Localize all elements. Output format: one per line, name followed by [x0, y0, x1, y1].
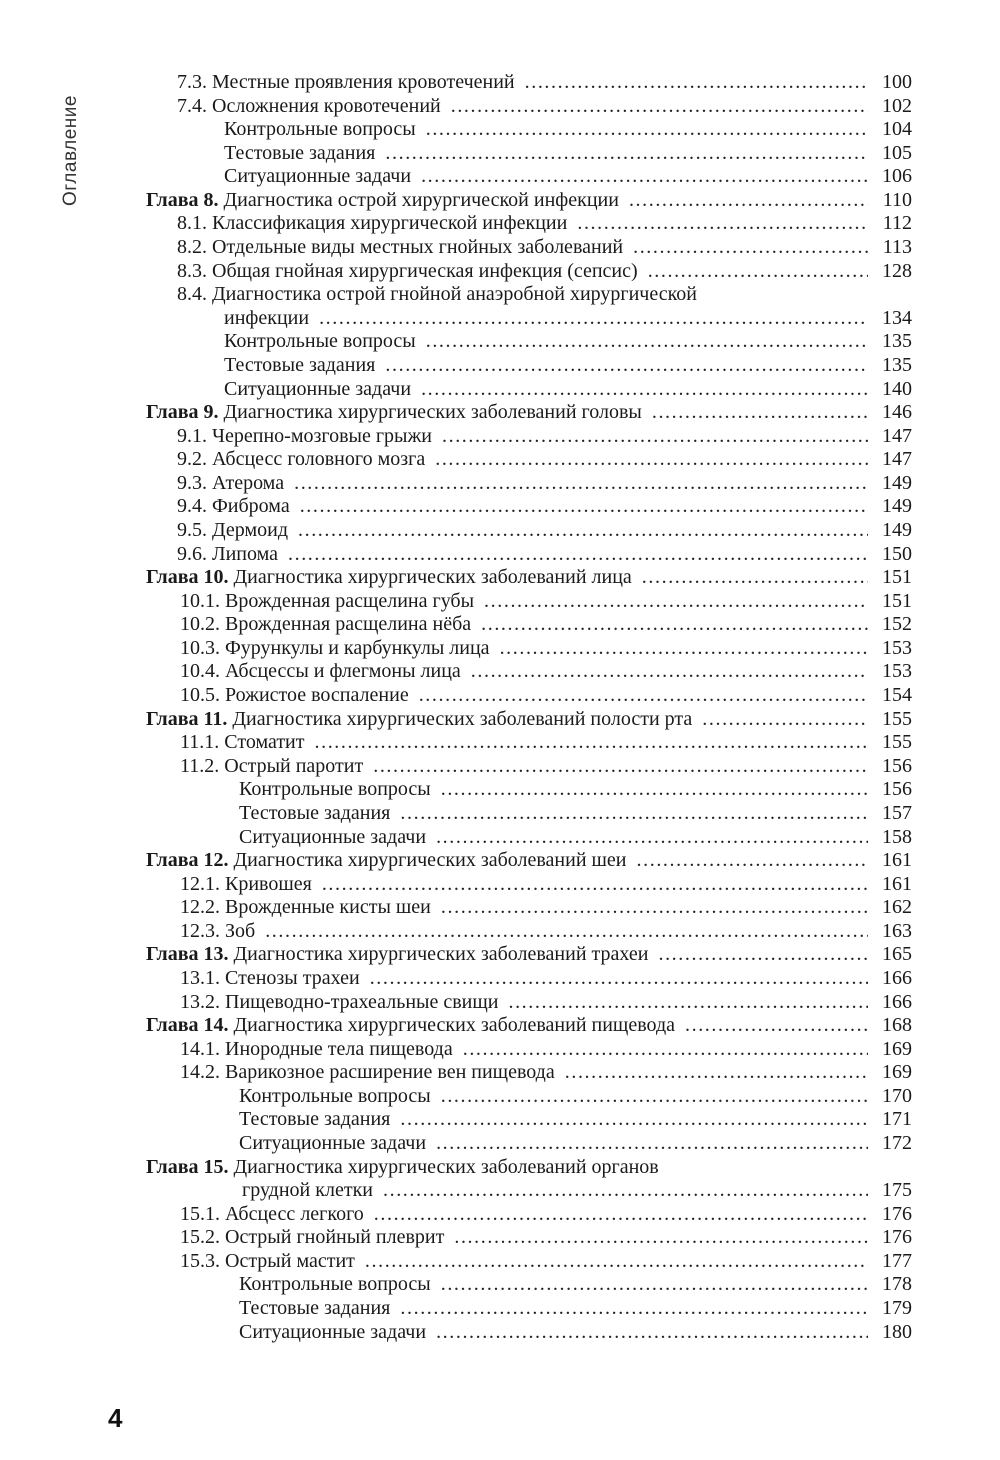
toc-entry-title: Контрольные вопросы	[239, 778, 431, 801]
toc-page-number: 176	[882, 1202, 912, 1225]
toc-entry-title: 13.1. Стенозы трахеи	[180, 966, 360, 989]
toc-page-number: 149	[882, 471, 912, 494]
toc-page-number: 112	[882, 212, 912, 235]
dot-leader	[454, 1226, 868, 1250]
toc-entry[interactable]	[146, 1273, 912, 1297]
toc-entry-title: Тестовые задания	[239, 801, 391, 824]
toc-entry[interactable]	[146, 165, 912, 189]
toc-entry[interactable]	[146, 802, 912, 826]
dot-leader	[658, 943, 868, 967]
dot-leader	[400, 1108, 868, 1132]
dot-leader	[426, 330, 868, 354]
dot-leader	[441, 778, 868, 802]
toc-page-number: 151	[882, 566, 912, 589]
dot-leader	[484, 590, 868, 614]
table-of-contents	[146, 71, 912, 1344]
toc-entry-title: Тестовые задания	[224, 353, 376, 376]
toc-chapter-title: Глава 12. Диагностика хирургических заболеваний шеи	[146, 849, 627, 872]
toc-entry-title: 10.1. Врожденная расщелина губы	[180, 589, 475, 612]
toc-entry[interactable]	[146, 778, 912, 802]
toc-entry-continuation[interactable]	[146, 307, 912, 331]
dot-leader	[471, 660, 868, 684]
toc-page-number: 169	[882, 1061, 912, 1084]
toc-entry[interactable]	[146, 448, 912, 472]
toc-entry[interactable]	[146, 1297, 912, 1321]
toc-page-number: 147	[882, 424, 912, 447]
dot-leader	[441, 896, 868, 920]
dot-leader	[374, 1203, 868, 1227]
toc-chapter[interactable]	[146, 943, 912, 967]
dot-leader	[481, 613, 868, 637]
running-head-text: Оглавление	[60, 95, 81, 206]
toc-page-number: 113	[882, 236, 912, 259]
toc-entry-title: 10.5. Рожистое воспаление	[180, 684, 409, 707]
toc-chapter[interactable]	[146, 849, 912, 873]
toc-entry[interactable]	[146, 95, 912, 119]
dot-leader	[702, 708, 868, 732]
toc-entry-title: 8.4. Диагностика острой гнойной анаэробной хирургической	[177, 283, 697, 306]
toc-entry[interactable]	[146, 684, 912, 708]
dot-leader	[685, 1014, 868, 1038]
toc-page-number: 171	[882, 1108, 912, 1131]
toc-chapter[interactable]	[146, 708, 912, 732]
toc-entry[interactable]	[146, 826, 912, 850]
toc-page-number: 161	[882, 872, 912, 895]
toc-page-number: 179	[882, 1297, 912, 1320]
toc-entry-title: 7.4. Осложнения кровотечений	[177, 94, 441, 117]
toc-page-number: 154	[882, 684, 912, 707]
dot-leader	[500, 637, 868, 661]
toc-page-number: 128	[882, 259, 912, 282]
toc-entry-title: 14.1. Инородные тела пищевода	[180, 1037, 453, 1060]
dot-leader	[652, 401, 868, 425]
toc-page-number: 135	[882, 353, 912, 376]
toc-entry[interactable]	[146, 330, 912, 354]
toc-entry[interactable]	[146, 1132, 912, 1156]
toc-chapter-title: Глава 9. Диагностика хирургических заболеваний головы	[146, 401, 642, 424]
dot-leader	[463, 1038, 868, 1062]
toc-chapter-continuation[interactable]	[146, 1179, 912, 1203]
toc-entry[interactable]	[146, 1203, 912, 1227]
dot-leader	[508, 991, 868, 1015]
toc-page-number: 149	[882, 518, 912, 541]
toc-entry-title: Ситуационные задачи	[224, 165, 412, 188]
toc-entry[interactable]	[146, 118, 912, 142]
dot-leader	[315, 731, 869, 755]
dot-leader	[648, 260, 868, 284]
toc-entry[interactable]	[146, 1321, 912, 1345]
dot-leader	[436, 1132, 868, 1156]
toc-entry[interactable]	[146, 873, 912, 897]
toc-entry-title: 9.3. Атерома	[177, 471, 285, 494]
toc-entry-title: 9.1. Черепно-мозговые грыжи	[177, 424, 432, 447]
dot-leader	[637, 849, 868, 873]
toc-page-number: 175	[882, 1179, 912, 1202]
dot-leader	[565, 1061, 868, 1085]
dot-leader	[436, 826, 868, 850]
toc-entry-title: 12.1. Кривошея	[180, 872, 312, 895]
toc-entry-title: 13.2. Пищеводно-трахеальные свищи	[180, 990, 499, 1013]
toc-entry[interactable]	[146, 495, 912, 519]
running-head	[58, 72, 94, 212]
toc-entry[interactable]	[146, 920, 912, 944]
toc-page-number: 163	[882, 919, 912, 942]
toc-chapter-title: Глава 8. Диагностика острой хирургической инфекции	[146, 188, 619, 211]
toc-chapter[interactable]	[146, 1014, 912, 1038]
toc-entry-title: Ситуационные задачи	[224, 377, 412, 400]
toc-entry-title: Контрольные вопросы	[224, 330, 416, 353]
toc-entry-title: 15.2. Острый гнойный плеврит	[180, 1226, 445, 1249]
toc-page-number: 156	[882, 754, 912, 777]
toc-entry-title: 14.2. Варикозное расширение вен пищевода	[180, 1061, 555, 1084]
toc-page-number: 180	[882, 1320, 912, 1343]
toc-page-number: 106	[882, 165, 912, 188]
toc-entry[interactable]	[146, 755, 912, 779]
dot-leader	[288, 543, 868, 567]
toc-entry-title: Тестовые задания	[224, 141, 376, 164]
toc-entry[interactable]	[146, 896, 912, 920]
dot-leader	[442, 425, 868, 449]
toc-page-number: 146	[882, 401, 912, 424]
dot-leader	[426, 118, 868, 142]
toc-entry-title: 9.6. Липома	[177, 542, 278, 565]
toc-entry-title: 10.3. Фурункулы и карбункулы лица	[180, 636, 490, 659]
toc-chapter-title: Глава 14. Диагностика хирургических заболеваний пищевода	[146, 1014, 675, 1037]
toc-entry-title: 11.2. Острый паротит	[180, 754, 364, 777]
dot-leader	[319, 307, 868, 331]
toc-page-number: 102	[882, 94, 912, 117]
toc-entry[interactable]	[146, 1085, 912, 1109]
toc-page-number: 165	[882, 943, 912, 966]
dot-leader	[373, 755, 868, 779]
page-number: 4	[108, 1403, 123, 1433]
toc-page-number: 110	[882, 188, 912, 211]
toc-entry[interactable]	[146, 590, 912, 614]
dot-leader	[400, 1297, 868, 1321]
toc-page-number: 151	[882, 589, 912, 612]
toc-entry-title: 8.3. Общая гнойная хирургическая инфекция (сепсис)	[177, 259, 638, 282]
toc-entry-heading-line[interactable]	[146, 283, 912, 307]
toc-entry-title: Контрольные вопросы	[239, 1084, 431, 1107]
toc-chapter[interactable]	[146, 189, 912, 213]
toc-page-number: 157	[882, 801, 912, 824]
toc-entry-title: инфекции	[224, 306, 310, 329]
dot-leader	[436, 1321, 868, 1345]
toc-entry[interactable]	[146, 71, 912, 95]
toc-entry-title: Тестовые задания	[239, 1108, 391, 1131]
toc-chapter[interactable]	[146, 401, 912, 425]
dot-leader	[435, 448, 868, 472]
toc-entry-title: 12.2. Врожденные кисты шеи	[180, 896, 431, 919]
dot-leader	[385, 142, 868, 166]
toc-page-number: 135	[882, 330, 912, 353]
dot-leader	[451, 95, 868, 119]
dot-leader	[421, 378, 868, 402]
toc-entry-title: 9.2. Абсцесс головного мозга	[177, 448, 426, 471]
toc-entry-title: 11.1. Стоматит	[180, 731, 305, 754]
toc-page-number: 150	[882, 542, 912, 565]
toc-entry[interactable]	[146, 378, 912, 402]
toc-page-number: 153	[882, 636, 912, 659]
toc-entry-title: 8.2. Отдельные виды местных гнойных заболеваний	[177, 236, 624, 259]
toc-page-number: 170	[882, 1084, 912, 1107]
toc-page-number: 156	[882, 778, 912, 801]
toc-entry[interactable]	[146, 236, 912, 260]
toc-entry[interactable]	[146, 1108, 912, 1132]
toc-entry-title: 7.3. Местные проявления кровотечений	[177, 71, 515, 93]
toc-entry-title: 8.1. Классификация хирургической инфекции	[177, 212, 568, 235]
toc-entry-title: 10.2. Врожденная расщелина нёба	[180, 613, 472, 636]
dot-leader	[441, 1085, 868, 1109]
toc-entry-title: Ситуационные задачи	[239, 825, 427, 848]
toc-page-number: 166	[882, 966, 912, 989]
dot-leader	[370, 967, 868, 991]
toc-page-number: 153	[882, 660, 912, 683]
dot-leader	[294, 472, 868, 496]
toc-chapter-heading-line[interactable]	[146, 1156, 912, 1180]
toc-chapter-title: грудной клетки	[242, 1179, 373, 1202]
dot-leader	[419, 684, 868, 708]
toc-page-number: 105	[882, 141, 912, 164]
toc-entry[interactable]	[146, 260, 912, 284]
toc-entry[interactable]	[146, 543, 912, 567]
toc-entry[interactable]	[146, 519, 912, 543]
toc-entry[interactable]	[146, 637, 912, 661]
toc-chapter-title: Глава 11. Диагностика хирургических заболеваний полости рта	[146, 707, 693, 730]
toc-entry[interactable]	[146, 1061, 912, 1085]
dot-leader	[383, 1179, 868, 1203]
toc-entry-title: Контрольные вопросы	[224, 118, 416, 141]
toc-entry[interactable]	[146, 1250, 912, 1274]
toc-entry[interactable]	[146, 660, 912, 684]
dot-leader	[441, 1273, 868, 1297]
toc-chapter[interactable]	[146, 566, 912, 590]
toc-entry[interactable]	[146, 967, 912, 991]
dot-leader	[400, 802, 868, 826]
dot-leader	[629, 189, 868, 213]
toc-chapter-title: Глава 10. Диагностика хирургических заболеваний лица	[146, 566, 632, 589]
dot-leader	[300, 495, 868, 519]
toc-page-number: 172	[882, 1132, 912, 1155]
toc-entry[interactable]	[146, 212, 912, 236]
dot-leader	[421, 165, 868, 189]
toc-page-number: 176	[882, 1226, 912, 1249]
toc-entry-title: 9.4. Фиброма	[177, 495, 290, 518]
toc-chapter-title: Глава 13. Диагностика хирургических заболеваний трахеи	[146, 943, 649, 966]
toc-page-number: 147	[882, 448, 912, 471]
dot-leader	[385, 354, 868, 378]
toc-entry[interactable]	[146, 142, 912, 166]
toc-entry[interactable]	[146, 1226, 912, 1250]
toc-page-number: 166	[882, 990, 912, 1013]
dot-leader	[322, 873, 868, 897]
toc-page-number: 140	[882, 377, 912, 400]
toc-entry-title: Контрольные вопросы	[239, 1273, 431, 1296]
toc-entry[interactable]	[146, 731, 912, 755]
dot-leader	[633, 236, 868, 260]
toc-page-number: 134	[882, 306, 912, 329]
dot-leader	[265, 920, 868, 944]
dot-leader	[577, 212, 868, 236]
toc-entry[interactable]	[146, 472, 912, 496]
toc-entry-title: 12.3. Зоб	[180, 919, 256, 942]
toc-entry[interactable]	[146, 354, 912, 378]
toc-entry[interactable]	[146, 425, 912, 449]
toc-chapter-title: Глава 15. Диагностика хирургических заболеваний органов	[146, 1155, 659, 1178]
dot-leader	[365, 1250, 868, 1274]
toc-page-number: 161	[882, 849, 912, 872]
toc-page-number: 155	[882, 731, 912, 754]
toc-entry[interactable]	[146, 991, 912, 1015]
toc-page-number: 149	[882, 495, 912, 518]
toc-entry-title: 15.3. Острый мастит	[180, 1249, 355, 1272]
dot-leader	[642, 566, 868, 590]
toc-entry-title: Ситуационные задачи	[239, 1320, 427, 1343]
toc-entry[interactable]	[146, 613, 912, 637]
toc-page-number: 178	[882, 1273, 912, 1296]
toc-entry-title: 10.4. Абсцессы и флегмоны лица	[180, 660, 461, 683]
toc-page-number: 168	[882, 1014, 912, 1037]
toc-page-number: 158	[882, 825, 912, 848]
toc-page-number: 169	[882, 1037, 912, 1060]
dot-leader	[525, 71, 868, 95]
dot-leader	[298, 519, 868, 543]
toc-page-number: 155	[882, 707, 912, 730]
toc-entry-title: 9.5. Дермоид	[177, 518, 288, 541]
toc-page-number: 152	[882, 613, 912, 636]
toc-page-number: 100	[882, 71, 912, 93]
toc-entry-title: Тестовые задания	[239, 1297, 391, 1320]
toc-page-number: 177	[882, 1249, 912, 1272]
toc-entry[interactable]	[146, 1038, 912, 1062]
toc-page-number: 104	[882, 118, 912, 141]
toc-page-number: 162	[882, 896, 912, 919]
toc-entry-title: Ситуационные задачи	[239, 1132, 427, 1155]
toc-entry-title: 15.1. Абсцесс легкого	[180, 1202, 364, 1225]
